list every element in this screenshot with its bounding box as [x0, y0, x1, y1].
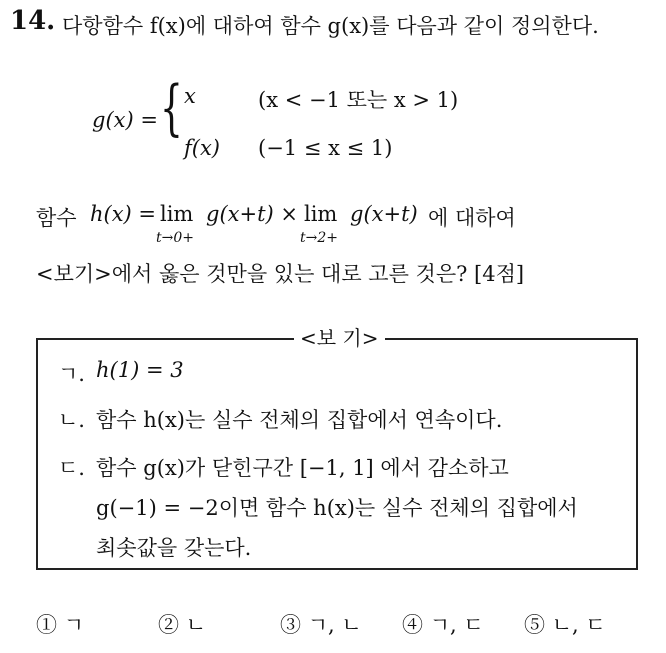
bogi-item-text-continued: 최솟값을 갖는다. [96, 536, 252, 560]
limit-1: lim [160, 202, 194, 226]
answer-choice-3[interactable] [280, 609, 362, 639]
case1-expression: x [184, 84, 196, 108]
case2-condition: (−1 ≤ x ≤ 1) [258, 136, 393, 160]
bogi-item-text: 함수 h(x)는 실수 전체의 집합에서 연속이다. [96, 408, 503, 432]
h-def-lhs: h(x) = [90, 202, 157, 226]
choice-text: ㄱ [63, 613, 84, 637]
case1-condition: (x < −1 또는 x > 1) [258, 88, 459, 112]
bogi-item-text: h(1) = 3 [96, 358, 184, 382]
bogi-item-text: 함수 g(x)가 닫힌구간 [−1, 1] 에서 감소하고 [96, 456, 509, 480]
g-shift-2: g(x+t) [350, 202, 418, 226]
choice-mark: ⑤ [524, 613, 545, 637]
bogi-item-label: ㄱ. [58, 362, 85, 386]
bogi-item-label: ㄷ. [58, 456, 85, 480]
bogi-item-text-continued: g(−1) = −2이면 함수 h(x)는 실수 전체의 집합에서 [96, 496, 578, 520]
h-def-suffix: 에 대하여 [428, 206, 516, 230]
case2-expression: f(x) [184, 136, 221, 160]
choice-text: ㄱ, ㄴ [307, 613, 362, 637]
choice-text: ㄴ [185, 613, 206, 637]
choice-mark: ② [158, 613, 179, 637]
g-definition-lhs: g(x) = [92, 108, 158, 132]
g-shift-1: g(x+t) × [206, 202, 298, 226]
limit-2: lim [304, 202, 338, 226]
question-stem: 다항함수 f(x)에 대하여 함수 g(x)를 다음과 같이 정의한다. [62, 14, 599, 38]
question-number: 14. [10, 6, 56, 36]
answer-choice-1[interactable] [36, 609, 84, 639]
instruction-text: <보기>에서 옳은 것만을 있는 대로 고른 것은? [4점] [36, 262, 525, 286]
choice-text: ㄴ, ㄷ [551, 613, 606, 637]
limit-2-subscript: t→2+ [300, 230, 338, 246]
bogi-title: <보 기> [294, 322, 385, 351]
limit-1-subscript: t→0+ [156, 230, 194, 246]
piecewise-brace: { [160, 73, 183, 143]
choice-mark: ③ [280, 613, 301, 637]
answer-choice-2[interactable] [158, 609, 206, 639]
bogi-item-label: ㄴ. [58, 408, 85, 432]
answer-choice-4[interactable] [402, 609, 484, 639]
choice-mark: ④ [402, 613, 423, 637]
h-def-prefix: 함수 [36, 206, 77, 230]
choice-text: ㄱ, ㄷ [429, 613, 484, 637]
answer-choice-5[interactable] [524, 609, 606, 639]
choice-mark: ① [36, 613, 57, 637]
